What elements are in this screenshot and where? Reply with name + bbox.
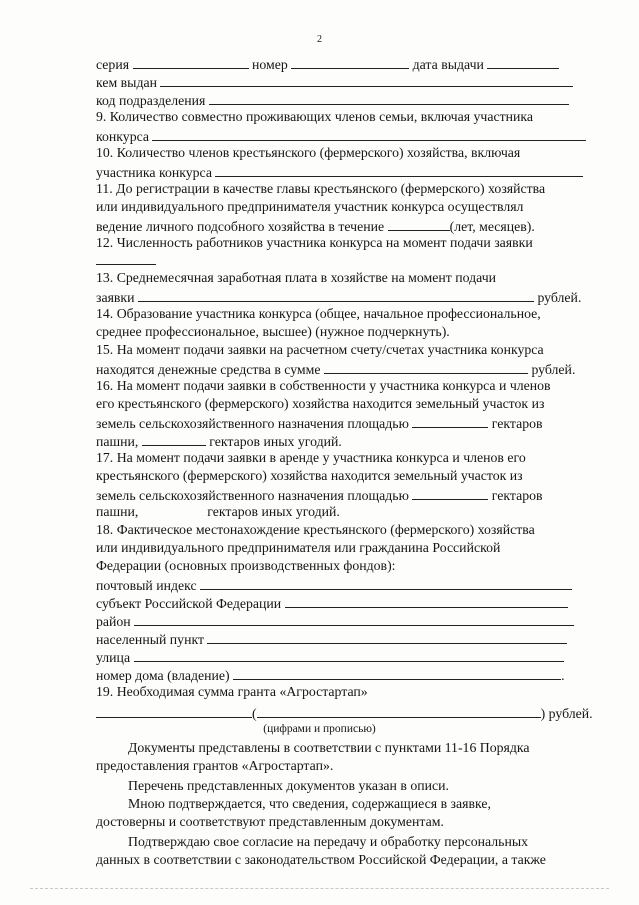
item-14-line2: среднее профессиональное, высшее) (нужное подчеркнуть). xyxy=(96,324,450,339)
postal-line xyxy=(96,576,572,594)
passport-line xyxy=(96,55,559,73)
field-postal[interactable] xyxy=(200,576,572,590)
label-kod: код подразделения xyxy=(96,93,206,108)
para-3-line1: Мною подтверждается, что сведения, содержащиеся в заявке, xyxy=(128,796,491,811)
field-leased-area[interactable] xyxy=(412,486,488,500)
label-region: субъект Российской Федерации xyxy=(96,596,282,611)
label-9b: конкурса xyxy=(96,129,150,144)
item-17-line2: крестьянского (фермерского) хозяйства находится земельный участок из xyxy=(96,468,523,483)
label-16d-post: гектаров иных угодий. xyxy=(209,434,342,449)
para-2: Перечень представленных документов указан в описи. xyxy=(128,778,449,793)
field-owned-other[interactable] xyxy=(142,432,206,446)
field-seria[interactable] xyxy=(133,55,249,69)
field-family-count[interactable] xyxy=(152,127,586,141)
item-15-line2 xyxy=(96,360,575,378)
label-16c: земель сельскохозяйственного назначения площадью xyxy=(96,416,409,431)
para-3-line2: достоверны и соответствуют представленным документам. xyxy=(96,814,444,829)
item-19-line2 xyxy=(96,704,593,722)
label-postal: почтовый индекс xyxy=(96,578,197,593)
label-rubles-19: ) рублей. xyxy=(540,706,593,721)
item-17-line3 xyxy=(96,486,543,504)
label-settlement: населенный пункт xyxy=(96,632,205,647)
label-15b: находятся денежные средства в сумме xyxy=(96,362,321,377)
label-nomer: номер xyxy=(251,57,288,72)
para-4-line1: Подтверждаю свое согласие на передачу и обработку персональных xyxy=(128,834,529,849)
item-17-line4 xyxy=(96,504,340,520)
label-district: район xyxy=(96,614,131,629)
field-settlement[interactable] xyxy=(207,630,567,644)
label-16d: пашни, xyxy=(96,434,139,449)
field-kod[interactable] xyxy=(209,91,569,105)
region-line xyxy=(96,594,568,612)
label-hectares-16: гектаров xyxy=(491,416,543,431)
caption-digits-words: (цифрами и прописью) xyxy=(263,723,376,735)
field-data-vydachi[interactable] xyxy=(487,55,559,69)
label-hectares-17: гектаров xyxy=(491,488,543,503)
item-18-line1: 18. Фактическое местонахождение крестьянского (фермерского) хозяйства xyxy=(96,522,535,537)
item-9-line1: 9. Количество совместно проживающих членов семьи, включая участника xyxy=(96,109,534,124)
settlement-line xyxy=(96,630,567,648)
page-bottom-edge xyxy=(30,888,609,889)
label-house: номер дома (владение) xyxy=(96,668,230,683)
issued-by-line xyxy=(96,73,573,91)
district-line xyxy=(96,612,574,630)
field-street[interactable] xyxy=(134,648,564,662)
label-rubles-15: рублей. xyxy=(531,362,576,377)
item-13-line1: 13. Среднемесячная заработная плата в хозяйстве на момент подачи xyxy=(96,270,497,285)
item-16-line2: его крестьянского (фермерского) хозяйства находится земельный участок из xyxy=(96,396,545,411)
item-12-line1: 12. Численность работников участника конкурса на момент подачи заявки xyxy=(96,235,533,250)
field-household-duration[interactable] xyxy=(388,217,450,231)
label-17c: земель сельскохозяйственного назначения площадью xyxy=(96,488,409,503)
item-18-line2: или индивидуального предпринимателя или гражданина Российской xyxy=(96,540,501,555)
label-10b: участника конкурса xyxy=(96,165,212,180)
field-funds[interactable] xyxy=(324,360,528,374)
field-district[interactable] xyxy=(134,612,574,626)
para-4-line2: данных в соответствии с законодательством Российской Федерации, а также xyxy=(96,852,546,867)
field-kem-vydan[interactable] xyxy=(160,73,573,87)
label-kem-vydan: кем выдан xyxy=(96,75,157,90)
label-17d-post: гектаров иных угодий. xyxy=(207,504,340,519)
field-nomer[interactable] xyxy=(291,55,409,69)
field-farm-members[interactable] xyxy=(215,163,583,177)
field-grant-digits[interactable] xyxy=(96,704,252,718)
label-rubles-13: рублей. xyxy=(537,290,582,305)
para-1-line1: Документы представлены в соответствии с пунктами 11-16 Порядка xyxy=(128,740,530,755)
label-street: улица xyxy=(96,650,131,665)
label-data-vydachi: дата выдачи xyxy=(412,57,484,72)
field-employees[interactable] xyxy=(96,251,156,265)
field-owned-area[interactable] xyxy=(412,414,488,428)
item-15-line1: 15. На момент подачи заявки на расчетном счету/счетах участника конкурса xyxy=(96,342,544,357)
item-13-line2 xyxy=(96,288,581,306)
field-house[interactable] xyxy=(233,666,561,680)
street-line xyxy=(96,648,564,666)
field-salary[interactable] xyxy=(138,288,534,302)
item-14-line1: 14. Образование участника конкурса (общее, начальное профессиональное, xyxy=(96,306,541,321)
item-10-line2 xyxy=(96,163,583,181)
para-1-line2: предоставления грантов «Агростартап». xyxy=(96,758,334,773)
item-18-line3: Федерации (основных производственных фондов): xyxy=(96,558,396,573)
paren-open: ( xyxy=(252,706,257,721)
house-line: номер дома (владение) . xyxy=(96,668,565,683)
field-region[interactable] xyxy=(285,594,568,608)
label-seria: серия xyxy=(96,57,130,72)
label-11c: ведение личного подсобного хозяйства в течение xyxy=(96,219,385,234)
item-16-line4 xyxy=(96,432,342,450)
label-11c-post: (лет, месяцев). xyxy=(449,219,535,234)
item-16-line1: 16. На момент подачи заявки в собственности у участника конкурса и членов xyxy=(96,378,551,393)
item-9-line2 xyxy=(96,127,586,145)
item-11-line2: или индивидуального предпринимателя участник конкурса осуществлял xyxy=(96,199,524,214)
item-17-line1: 17. На момент подачи заявки в аренде у участника конкурса и членов его xyxy=(96,450,526,465)
item-19-line1: 19. Необходимая сумма гранта «Агростартап» xyxy=(96,684,368,699)
page-number: 2 xyxy=(317,34,322,45)
item-11-line1: 11. До регистрации в качестве главы крестьянского (фермерского) хозяйства xyxy=(96,181,546,196)
label-17d: пашни, xyxy=(96,504,139,519)
field-grant-words[interactable] xyxy=(257,704,541,718)
item-16-line3 xyxy=(96,414,543,432)
item-11-line3 xyxy=(96,217,535,235)
dept-code-line xyxy=(96,91,569,109)
item-12-line2 xyxy=(96,251,156,269)
label-13b: заявки xyxy=(96,290,135,305)
item-10-line1: 10. Количество членов крестьянского (фермерского) хозяйства, включая xyxy=(96,145,521,160)
